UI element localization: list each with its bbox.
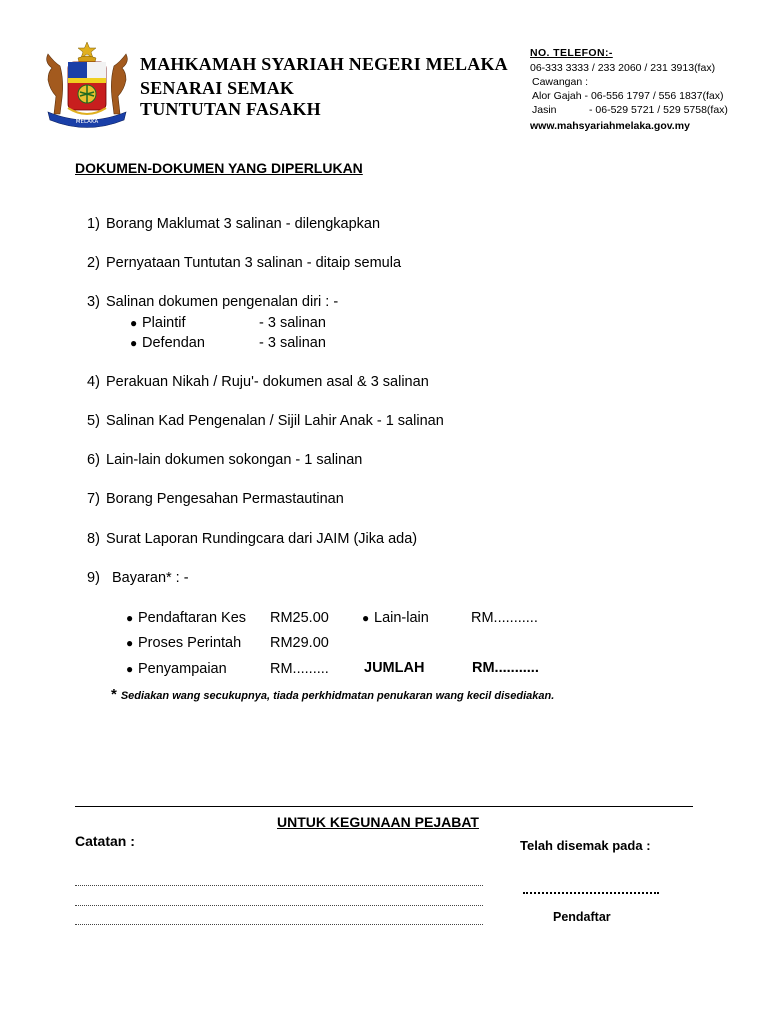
item-text: Perakuan Nikah / Ruju'- dokumen asal & 3 salinan bbox=[106, 374, 429, 390]
claim-type-title: TUNTUTAN FASAKH bbox=[140, 99, 321, 119]
payment-other-label: Lain-lain bbox=[374, 610, 429, 626]
phone-label: NO. TELEFON:- bbox=[530, 47, 613, 59]
notes-label: Catatan : bbox=[75, 833, 135, 849]
website-link[interactable]: www.mahsyariahmelaka.gov.my bbox=[530, 120, 690, 132]
item-text: Lain-lain dokumen sokongan - 1 salinan bbox=[106, 452, 363, 468]
notes-line bbox=[75, 885, 483, 886]
checklist-title: SENARAI SEMAK bbox=[140, 78, 295, 98]
branch-alor-gajah bbox=[532, 90, 723, 103]
payment-other-row bbox=[362, 610, 538, 626]
notes-line bbox=[75, 924, 483, 925]
bullet-icon: ● bbox=[130, 316, 138, 330]
item-text: Pernyataan Tuntutan 3 salinan - ditaip semula bbox=[106, 255, 402, 271]
identity-doc-plaintif bbox=[130, 315, 326, 331]
item-number: 8) bbox=[87, 531, 100, 547]
crest-banner-text: MELAKA bbox=[75, 119, 99, 125]
payment-amount: RM25.00 bbox=[270, 610, 329, 626]
branch-phones: - 06-529 5721 / 529 5758(fax) bbox=[589, 104, 728, 116]
payment-row bbox=[126, 635, 329, 651]
item-text: Surat Laporan Rundingcara dari JAIM (Jika ada) bbox=[106, 531, 418, 547]
bullet-icon: ● bbox=[130, 336, 138, 350]
bullet-icon: ● bbox=[126, 611, 134, 625]
registrar-label: Pendaftar bbox=[553, 910, 611, 924]
list-item bbox=[87, 452, 362, 468]
identity-doc-value: - 3 salinan bbox=[259, 335, 326, 351]
payment-total-label: JUMLAH bbox=[364, 660, 425, 676]
item-number: 7) bbox=[87, 491, 100, 507]
item-text: Salinan Kad Pengenalan / Sijil Lahir Anak - 1 salinan bbox=[106, 413, 444, 429]
payment-label: Penyampaian bbox=[138, 661, 227, 677]
office-use-title: UNTUK KEGUNAAN PEJABAT bbox=[277, 814, 479, 830]
section-divider bbox=[75, 806, 693, 807]
list-item bbox=[87, 413, 444, 429]
notes-line bbox=[75, 905, 483, 906]
identity-doc-label: Defendan bbox=[142, 335, 205, 351]
bullet-icon: ● bbox=[126, 636, 134, 650]
payment-total-amount: RM........... bbox=[472, 660, 539, 676]
identity-doc-defendan bbox=[130, 335, 326, 351]
list-item bbox=[87, 374, 429, 390]
list-item bbox=[87, 570, 189, 586]
note-text: Sediakan wang secukupnya, tiada perkhidmatan penukaran wang kecil disediakan. bbox=[120, 690, 555, 702]
main-phone: 06-333 3333 / 233 2060 / 231 3913(fax) bbox=[530, 62, 716, 74]
note-asterisk: * bbox=[111, 686, 117, 703]
payment-amount: RM29.00 bbox=[270, 635, 329, 651]
branch-phones: - 06-556 1797 / 556 1837(fax) bbox=[584, 90, 724, 102]
identity-doc-label: Plaintif bbox=[142, 315, 186, 331]
list-item bbox=[87, 531, 417, 547]
melaka-crest-logo bbox=[38, 40, 136, 128]
item-number: 6) bbox=[87, 452, 100, 468]
item-text: Bayaran* : - bbox=[112, 570, 189, 586]
list-item bbox=[87, 491, 344, 507]
item-text: Salinan dokumen pengenalan diri : - bbox=[106, 294, 339, 310]
item-number: 4) bbox=[87, 374, 100, 390]
payment-total-row bbox=[364, 660, 539, 676]
item-number: 1) bbox=[87, 216, 100, 232]
list-item bbox=[87, 216, 380, 232]
payment-row bbox=[126, 610, 329, 626]
payment-label: Pendaftaran Kes bbox=[138, 610, 247, 626]
payment-note bbox=[111, 686, 554, 703]
branch-name: Alor Gajah bbox=[532, 90, 582, 102]
payment-row bbox=[126, 661, 329, 677]
court-name: MAHKAMAH SYARIAH NEGERI MELAKA bbox=[140, 54, 508, 74]
item-number: 2) bbox=[87, 255, 100, 271]
item-number: 5) bbox=[87, 413, 100, 429]
checked-on-label: Telah disemak pada : bbox=[520, 838, 651, 853]
signature-line bbox=[523, 892, 659, 894]
section-title: DOKUMEN-DOKUMEN YANG DIPERLUKAN bbox=[75, 160, 363, 176]
item-text: Borang Maklumat 3 salinan - dilengkapkan bbox=[106, 216, 381, 232]
list-item bbox=[87, 255, 401, 271]
payment-amount: RM......... bbox=[270, 661, 329, 677]
identity-doc-value: - 3 salinan bbox=[259, 315, 326, 331]
branch-label: Cawangan : bbox=[532, 76, 589, 88]
bullet-icon: ● bbox=[362, 611, 370, 625]
payment-label: Proses Perintah bbox=[138, 635, 242, 651]
item-number: 3) bbox=[87, 294, 100, 310]
branch-name: Jasin bbox=[532, 104, 557, 116]
item-number: 9) bbox=[87, 570, 100, 586]
branch-jasin bbox=[532, 104, 728, 117]
bullet-icon: ● bbox=[126, 662, 134, 676]
payment-other-amount: RM........... bbox=[471, 610, 538, 626]
list-item bbox=[87, 294, 338, 310]
item-text: Borang Pengesahan Permastautinan bbox=[106, 491, 344, 507]
